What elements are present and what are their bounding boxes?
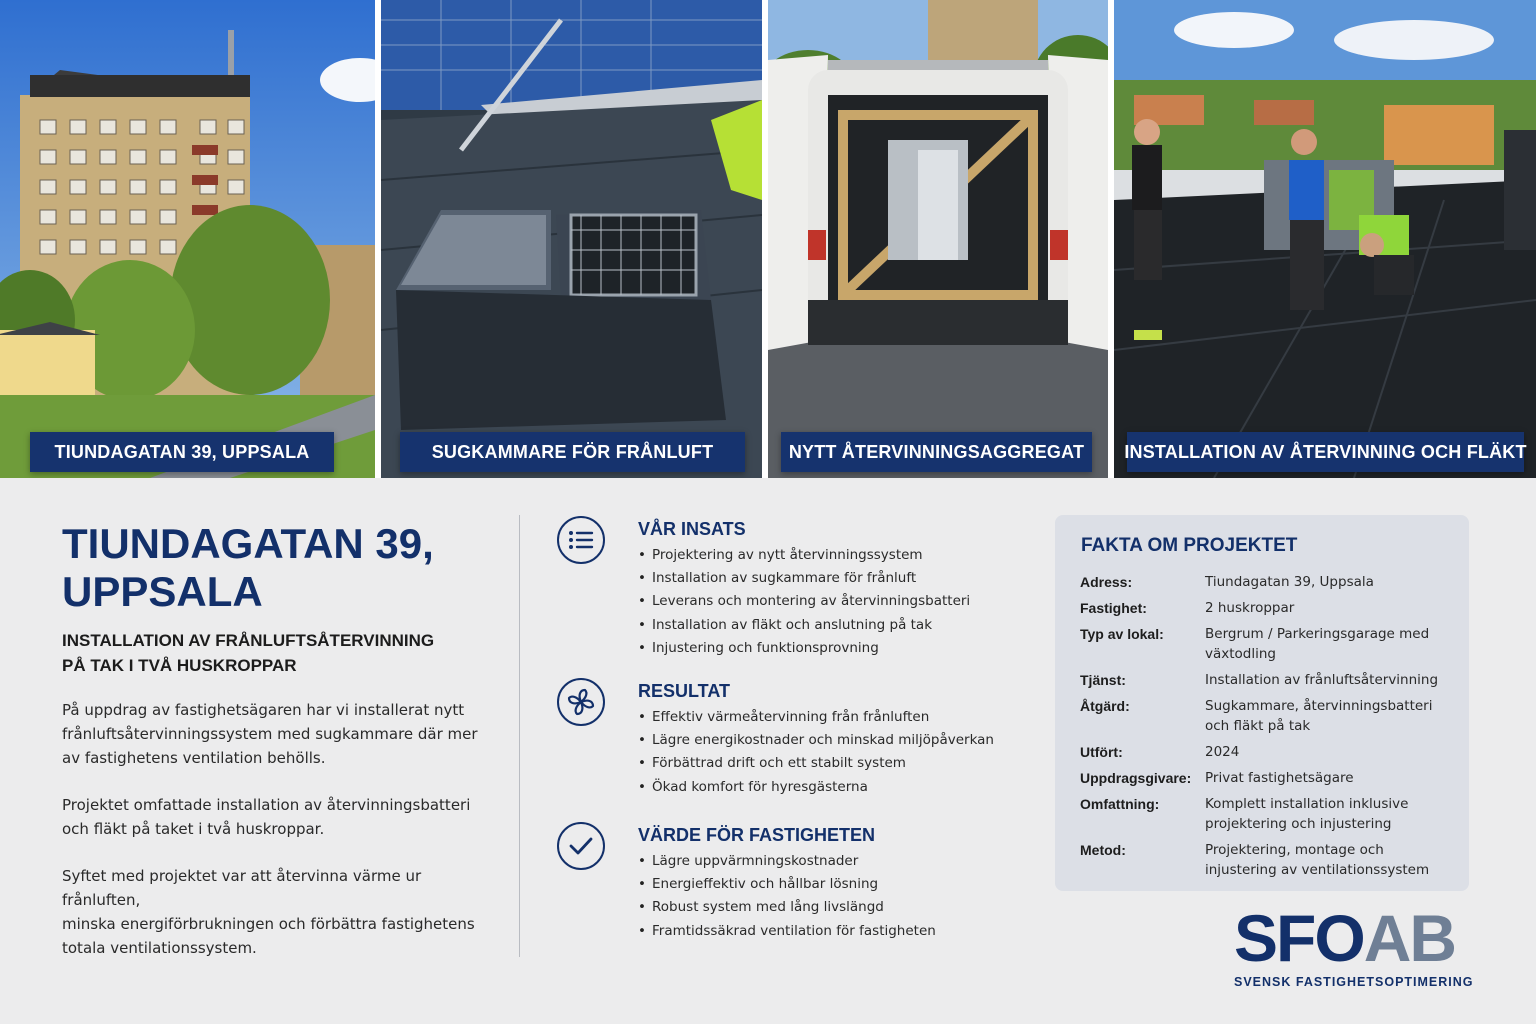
list-item: • Injustering och funktionsprovning bbox=[638, 637, 970, 660]
paragraph-line: Syftet med projektet var att återvinna värme ur frånluften, bbox=[62, 867, 422, 909]
fact-label: Åtgärd: bbox=[1080, 698, 1130, 714]
fact-label: Omfattning: bbox=[1080, 796, 1160, 812]
fact-value: Projektering, montage och injustering av ventilationssystem bbox=[1205, 842, 1430, 878]
photo-building bbox=[0, 0, 375, 478]
fact-value: Tiundagatan 39, Uppsala bbox=[1205, 574, 1374, 590]
paragraph-line: Projektet omfattade installation av återvinningsbatteri bbox=[62, 796, 471, 814]
list-item: • Lägre uppvärmningskostnader bbox=[638, 850, 936, 873]
checkmark-icon bbox=[557, 822, 605, 870]
column-divider bbox=[519, 515, 520, 957]
fact-label: Utfört: bbox=[1080, 744, 1123, 760]
photo-caption: SUGKAMMARE FÖR FRÅNLUFT bbox=[400, 432, 745, 472]
fact-value: Komplett installation inklusive projektering och injustering bbox=[1205, 796, 1409, 832]
insats-list bbox=[638, 544, 970, 660]
logo-tagline: SVENSK FASTIGHETSOPTIMERING bbox=[1234, 975, 1474, 989]
fact-label: Adress: bbox=[1080, 574, 1133, 590]
photo-caption: TIUNDAGATAN 39, UPPSALA bbox=[30, 432, 334, 472]
photo-caption: NYTT ÅTERVINNINGSAGGREGAT bbox=[781, 432, 1092, 472]
fact-label: Uppdragsgivare: bbox=[1080, 770, 1192, 786]
building-image bbox=[0, 0, 375, 478]
purpose-paragraph bbox=[62, 864, 502, 960]
logo-mark bbox=[1234, 901, 1474, 975]
section-title-varde: VÄRDE FÖR FASTIGHETEN bbox=[638, 825, 876, 845]
list-item: • Förbättrad drift och ett stabilt system bbox=[638, 752, 994, 775]
list-item: • Effektiv värmeåtervinning från frånluften bbox=[638, 706, 994, 729]
logo-mark-secondary: AB bbox=[1363, 901, 1456, 975]
paragraph-line: av fastighetens ventilation behölls. bbox=[62, 749, 326, 767]
fact-label: Tjänst: bbox=[1080, 672, 1126, 688]
fact-value: Sugkammare, återvinningsbatteri och fläkt på tak bbox=[1205, 698, 1433, 734]
list-item: • Installation av fläkt och anslutning på tak bbox=[638, 614, 970, 637]
fact-value: Bergrum / Parkeringsgarage med växtodling bbox=[1205, 626, 1430, 662]
fact-label: Metod: bbox=[1080, 842, 1126, 858]
fan-icon bbox=[557, 678, 605, 726]
paragraph-line: totala ventilationssystem. bbox=[62, 939, 257, 957]
page-subtitle-line: PÅ TAK I TVÅ HUSKROPPAR bbox=[62, 656, 297, 675]
section-title-insats: VÅR INSATS bbox=[638, 519, 746, 539]
page-subtitle-line: INSTALLATION AV FRÅNLUFTSÅTERVINNING bbox=[62, 631, 435, 650]
list-item: • Projektering av nytt återvinningssystem bbox=[638, 544, 970, 567]
photo-caption: INSTALLATION AV ÅTERVINNING OCH FLÄKT bbox=[1127, 432, 1524, 472]
list-icon bbox=[557, 516, 605, 564]
rooftop-image bbox=[1114, 0, 1536, 478]
varde-list bbox=[638, 850, 936, 943]
suction-chamber-image bbox=[381, 0, 762, 478]
company-logo bbox=[1234, 901, 1474, 989]
list-item: • Lägre energikostnader och minskad miljöpåverkan bbox=[638, 729, 994, 752]
list-item: • Installation av sugkammare för frånluft bbox=[638, 567, 970, 590]
logo-mark-primary: SFO bbox=[1234, 901, 1364, 975]
paragraph-line: På uppdrag av fastighetsägaren har vi installerat nytt bbox=[62, 701, 465, 719]
list-item: • Energieffektiv och hållbar lösning bbox=[638, 873, 936, 896]
photo-recovery-unit bbox=[768, 0, 1108, 478]
photo-installation bbox=[1114, 0, 1536, 478]
section-title-resultat: RESULTAT bbox=[638, 681, 730, 701]
list-item: • Leverans och montering av återvinningsbatteri bbox=[638, 590, 970, 613]
fact-value: 2 huskroppar bbox=[1205, 600, 1295, 616]
paragraph-line: och fläkt på taket i två huskroppar. bbox=[62, 820, 325, 838]
scope-paragraph bbox=[62, 793, 502, 841]
list-item: • Robust system med lång livslängd bbox=[638, 896, 936, 919]
list-item: • Framtidssäkrad ventilation för fastigheten bbox=[638, 920, 936, 943]
page-title-line: TIUNDAGATAN 39, bbox=[62, 520, 434, 567]
fact-label: Typ av lokal: bbox=[1080, 626, 1164, 642]
paragraph-line: minska energiförbrukningen och förbättra fastighetens bbox=[62, 915, 475, 933]
intro-paragraph bbox=[62, 698, 502, 770]
list-item: • Ökad komfort för hyresgästerna bbox=[638, 776, 994, 799]
fact-value: 2024 bbox=[1205, 744, 1240, 760]
resultat-list bbox=[638, 706, 994, 799]
page-subtitle bbox=[62, 628, 502, 678]
photo-suction-chamber bbox=[381, 0, 762, 478]
van-image bbox=[768, 0, 1108, 478]
fact-label: Fastighet: bbox=[1080, 600, 1147, 616]
page-title bbox=[62, 520, 502, 616]
paragraph-line: frånluftsåtervinningssystem med sugkammare där mer bbox=[62, 725, 478, 743]
facts-title: FAKTA OM PROJEKTET bbox=[1081, 535, 1298, 556]
photo-strip bbox=[0, 0, 1536, 478]
page-title-line: UPPSALA bbox=[62, 568, 263, 615]
project-facts-box bbox=[1055, 515, 1469, 891]
fact-value: Installation av frånluftsåtervinning bbox=[1205, 672, 1439, 688]
fact-value: Privat fastighetsägare bbox=[1205, 770, 1354, 786]
